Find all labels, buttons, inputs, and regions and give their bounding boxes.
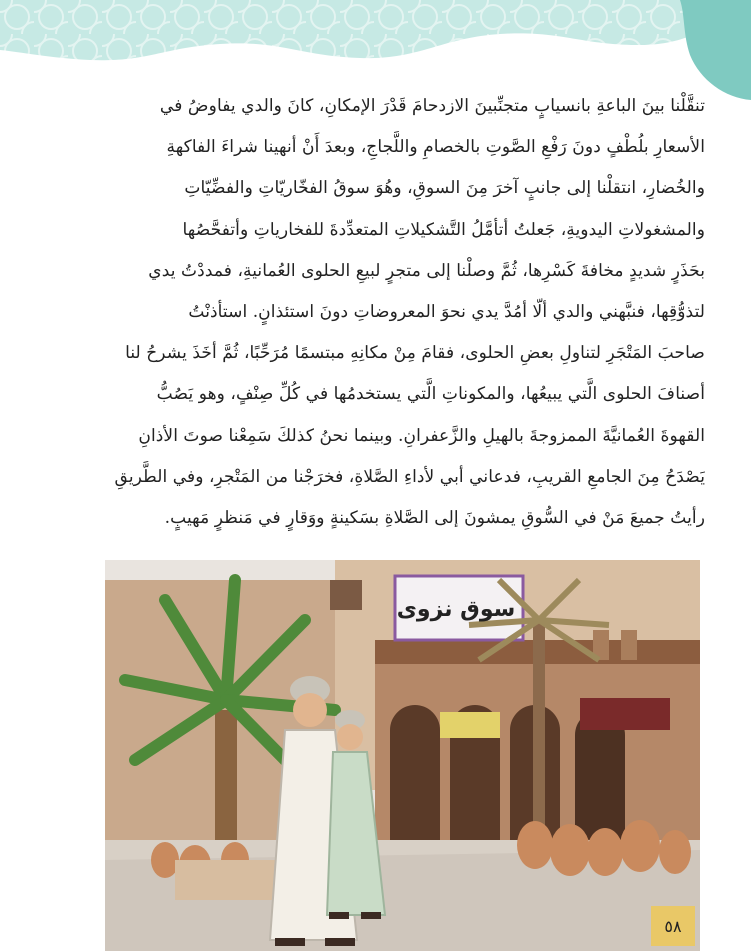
- souq-sign-text: سوق نزوى: [396, 596, 516, 622]
- paragraph-line: القهوةَ العُمانيَّةَ الممزوجةَ بالهيلِ والزَّعفرانِ. وبينما نحنُ كذلكَ سَمِعْنا صوتَ الأذانِ: [138, 425, 705, 446]
- paragraph-line: الأسعارِ بلُطْفٍ دونَ رَفْعِ الصَّوتِ بالخصامِ واللَّجاجِ، وبعدَ أَنْ أنهينا شراءَ الفاكهةِ: [166, 137, 705, 158]
- story-paragraph: [100, 86, 705, 539]
- paragraph-line: أصنافَ الحلوى الَّتي يبيعُها، والمكوناتِ الَّتي يستخدمُها في كُلِّ صِنْفٍ، وهو يَصُبُّ: [156, 384, 705, 405]
- paragraph-line: يَصْدَحُ مِنَ الجامعِ القريبِ، فدعاني أبي لأداءِ الصَّلاةِ، فخرَجْنا من المَتْجرِ، وفي الطَّريقِ: [114, 466, 705, 487]
- page-number: ٥٨: [651, 906, 695, 946]
- paragraph-line: رأيتُ جميعَ مَنْ في السُّوقِ يمشونَ إلى الصَّلاةِ بسَكينةٍ ووَقارٍ في مَنظرٍ مَهيبٍ.: [164, 507, 705, 528]
- paragraph-line: لتذوُّقِها، فنبَّهني والدي ألّا أمُدَّ يدي نحوَ المعروضاتِ دونَ استئذانٍ. استأذنْتُ: [188, 301, 705, 322]
- paragraph-line: والخُضارِ، انتقلْنا إلى جانبٍ آخرَ مِنَ السوقِ، وهُوَ سوقُ الفخّاريّاتِ والفضِّيّاتِ: [184, 178, 705, 199]
- paragraph-line: صاحبَ المَتْجَرِ لتناولِ بعضِ الحلوى، فقامَ مِنْ مكانِهِ مبتسمًا مُرَحِّبًا، ثُمَّ أخَذَ يشرحُ لنا: [125, 343, 705, 364]
- paragraph-line: والمشغولاتِ اليدويةِ، جَعلتُ أتأمَّلُ التَّشكيلاتِ المتعدِّدةَ للفخارياتِ وأتفحَّصُها: [182, 219, 705, 240]
- paragraph-line: بحَذَرٍ شديدٍ مخافةَ كَسْرِها، ثُمَّ وصلْنا إلى متجرٍ لبيعِ الحلوى العُمانيةِ، فمددْتُ يدي: [148, 260, 705, 281]
- paragraph-line: تنقَّلْنا بينَ الباعةِ بانسيابٍ متجنِّبينَ الازدحامَ قَدْرَ الإمكانِ، كانَ والدي يفاوضُ في: [159, 96, 705, 116]
